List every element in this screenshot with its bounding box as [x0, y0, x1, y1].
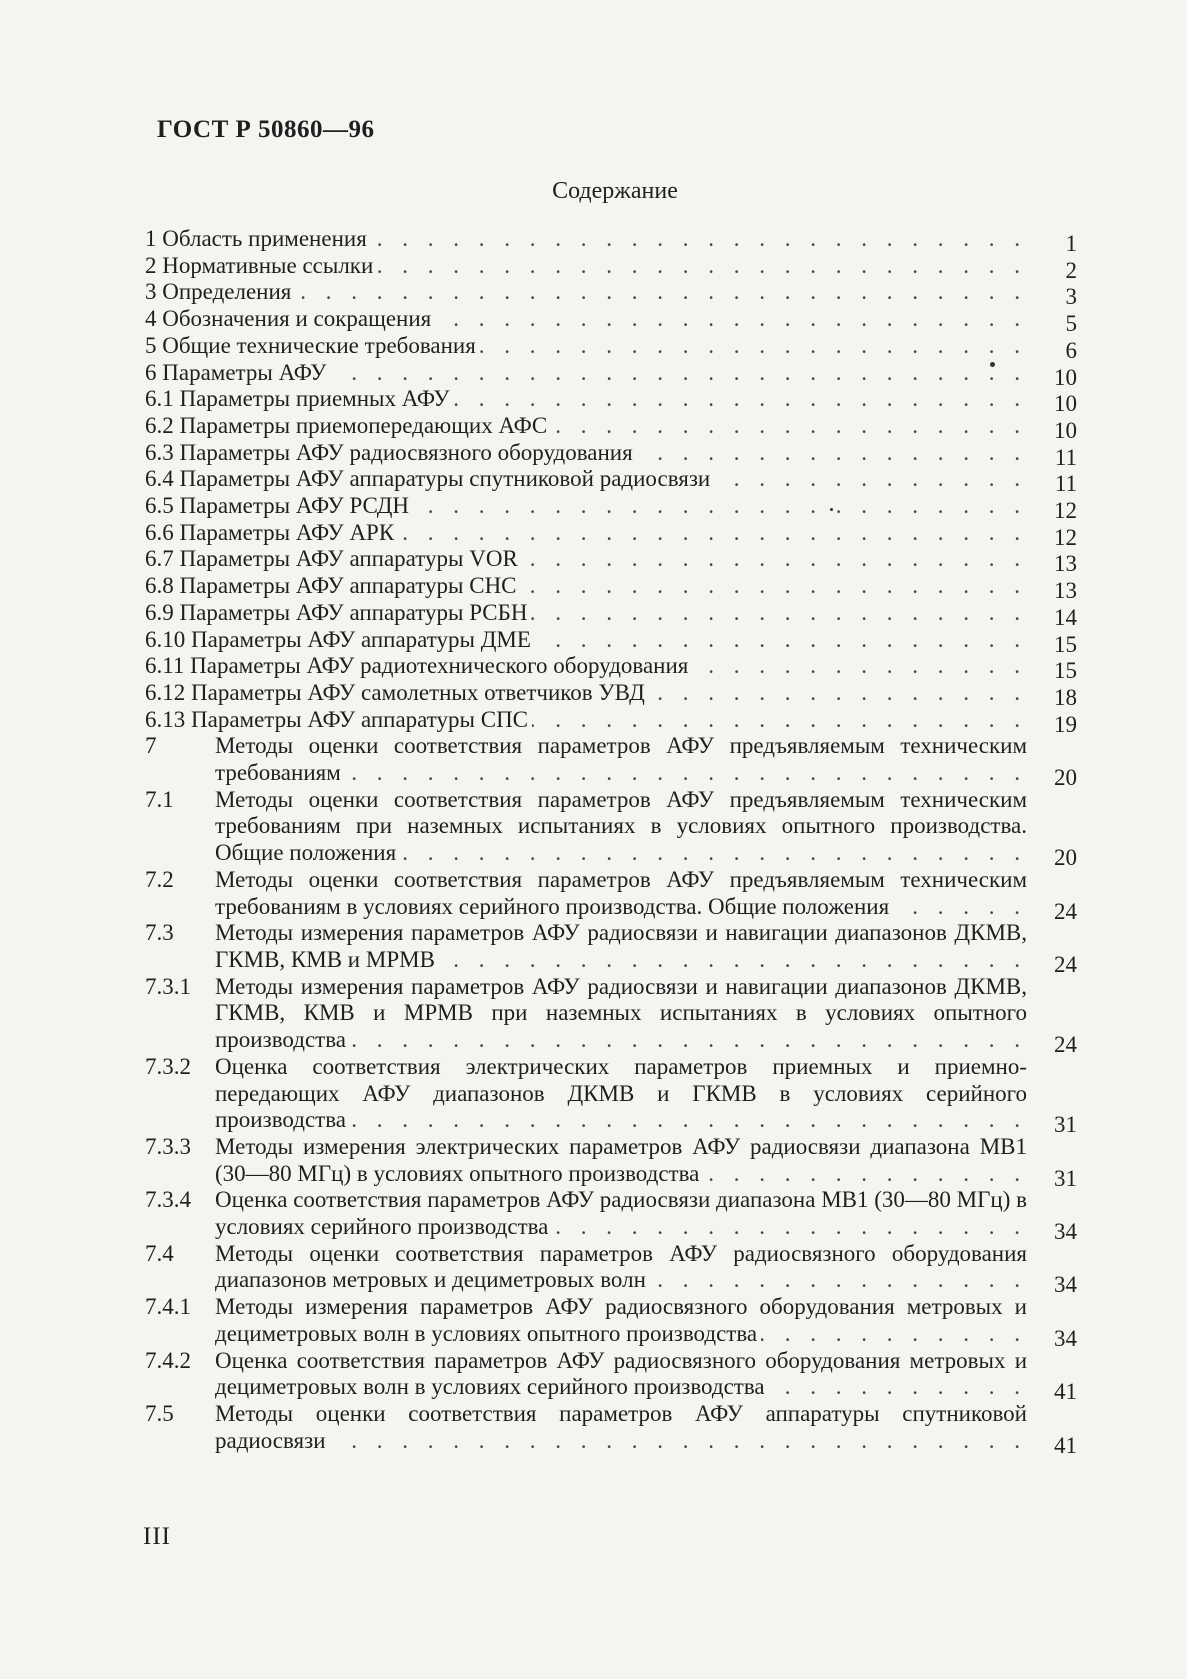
- toc-entry-leader: [145, 386, 1027, 413]
- toc-entry-body: [145, 466, 1027, 493]
- toc-entry-page: 10: [1054, 391, 1077, 417]
- toc-entry-leader: [145, 653, 1027, 680]
- toc-entry-leader: [145, 226, 1027, 253]
- toc-entry-page: 10: [1054, 417, 1077, 443]
- scan-speck: [830, 508, 833, 511]
- toc-entry-body: [215, 1134, 1027, 1187]
- toc-entry-leader: [215, 1294, 1027, 1347]
- toc-entry-title: 1 Область применения: [145, 226, 371, 251]
- toc-entry: [145, 1133, 1077, 1191]
- toc-entry: [145, 1294, 1077, 1351]
- toc-entry: [145, 279, 1077, 310]
- toc-entry-body: [215, 974, 1027, 1054]
- toc-entry-body: [145, 680, 1027, 707]
- toc-entry-body: [215, 867, 1027, 920]
- toc-entry-leader: [145, 333, 1027, 360]
- toc-entry-leader: [145, 520, 1027, 547]
- toc-entry-page: 18: [1054, 684, 1077, 710]
- toc-entry-page: 10: [1054, 364, 1077, 390]
- toc-entry-page: 34: [1054, 1272, 1077, 1298]
- toc-entry-leader: [215, 1348, 1027, 1401]
- toc-entry-leader: [215, 1401, 1027, 1454]
- toc-entry: [145, 546, 1077, 577]
- toc-entry-page: 34: [1054, 1219, 1077, 1245]
- toc-entry-body: [145, 573, 1027, 600]
- toc-entry: [145, 653, 1077, 684]
- toc-entry-page: 24: [1054, 951, 1077, 977]
- toc-entry-page: 24: [1054, 898, 1077, 924]
- toc-entry-body: [215, 733, 1027, 786]
- toc-entry: [145, 1347, 1077, 1405]
- toc-entry-page: 14: [1054, 604, 1077, 630]
- toc-entry: [145, 866, 1077, 924]
- toc-entry: [145, 306, 1077, 337]
- toc-entry-page: 13: [1054, 578, 1077, 604]
- toc-entry-leader: [215, 1054, 1027, 1134]
- toc-entry-page: 15: [1054, 631, 1077, 657]
- toc-entry-leader: [145, 546, 1027, 573]
- toc-entry: [145, 706, 1077, 737]
- toc-entry-page: 34: [1054, 1325, 1077, 1351]
- toc-entry-title: 6.5 Параметры АФУ РСДН: [145, 493, 413, 518]
- toc-entry-title: Оценка соответствия электрических параметров приемных и приемно-передающих АФУ диапазонов ДКМВ и ГКМВ в условиях серийного производства: [215, 1053, 1027, 1133]
- toc-entry: [145, 599, 1077, 630]
- page-number: III: [143, 1523, 171, 1550]
- toc-entry-leader: [215, 974, 1027, 1054]
- toc-entry-title: 6.1 Параметры приемных АФУ: [145, 386, 454, 411]
- toc-entry: [145, 733, 1077, 791]
- toc-entry-page: 41: [1054, 1432, 1077, 1458]
- toc-entry-body: [145, 360, 1027, 387]
- toc-entry-page: 19: [1054, 711, 1077, 737]
- toc-entry-body: [145, 279, 1027, 306]
- toc-entry-page: 20: [1054, 765, 1077, 791]
- toc-entry-body: [145, 333, 1027, 360]
- toc-entry: [145, 626, 1077, 657]
- toc-entry-leader: [215, 1187, 1027, 1240]
- toc-entry-body: [215, 1054, 1027, 1134]
- toc-entry-body: [215, 787, 1027, 867]
- table-of-contents: [145, 226, 1077, 1458]
- toc-entry-page: 12: [1054, 524, 1077, 550]
- toc-entry-title: Методы измерения параметров АФУ радиосвязи и навигации диапазонов ДКМВ, ГКМВ, КМВ и МРМВ: [215, 920, 1027, 972]
- toc-entry: [145, 493, 1077, 524]
- toc-entry-leader: [145, 600, 1027, 627]
- toc-entry: [145, 1187, 1077, 1245]
- toc-entry-body: [145, 306, 1027, 333]
- toc-entry-leader: [145, 493, 1027, 520]
- toc-entry-number: 7.3: [145, 920, 174, 946]
- toc-entry-page: 3: [1065, 284, 1077, 310]
- toc-entry-page: 13: [1054, 551, 1077, 577]
- toc-entry-body: [145, 627, 1027, 654]
- toc-entry-leader: [215, 1241, 1027, 1294]
- toc-entry-number: 7.3.4: [145, 1187, 191, 1213]
- toc-entry-body: [145, 707, 1027, 734]
- standard-designation: ГОСТ Р 50860—96: [157, 116, 375, 143]
- toc-entry-leader: [215, 1134, 1027, 1187]
- toc-entry-title: 6.9 Параметры АФУ аппаратуры РСБН: [145, 600, 531, 625]
- toc-entry-title: 4 Обозначения и сокращения: [145, 306, 435, 331]
- toc-entry: [145, 412, 1077, 443]
- toc-entry-body: [145, 226, 1027, 253]
- toc-entry-title: Методы оценки соответствия параметров АФУ радиосвязного оборудования диапазонов метровых и дециметровых волн: [215, 1240, 1027, 1293]
- toc-entry-number: 7.4.2: [145, 1347, 191, 1373]
- toc-entry-page: 11: [1054, 444, 1077, 470]
- toc-entry: [145, 573, 1077, 604]
- toc-entry-page: 12: [1054, 498, 1077, 524]
- toc-entry-title: 6.2 Параметры приемопередающих АФС: [145, 413, 551, 438]
- toc-entry: [145, 439, 1077, 470]
- toc-entry-title: 6.4 Параметры АФУ аппаратуры спутниковой радиосвязи: [145, 466, 714, 491]
- toc-entry-body: [145, 386, 1027, 413]
- toc-entry-body: [145, 546, 1027, 573]
- toc-entry-title: 6.6 Параметры АФУ АРК: [145, 520, 398, 545]
- toc-entry-leader: [145, 360, 1027, 387]
- toc-entry-number: 7.3.1: [145, 973, 191, 999]
- toc-entry-body: [145, 253, 1027, 280]
- toc-entry-leader: [145, 413, 1027, 440]
- toc-entry-title: 6.3 Параметры АФУ радиосвязного оборудования: [145, 440, 637, 465]
- toc-entry-leader: [145, 279, 1027, 306]
- toc-entry-title: Методы измерения электрических параметров АФУ радиосвязи диапазона МВ1 (30—80 МГц) в условиях опытного производства: [215, 1133, 1027, 1186]
- toc-entry-title: 6.12 Параметры АФУ самолетных ответчиков УВД: [145, 680, 649, 705]
- toc-entry-title: Методы измерения параметров АФУ радиосвязи и навигации диапазонов ДКМВ, ГКМВ, КМВ и МРМВ при наземных испытаниях в условиях опытного производства: [215, 973, 1027, 1053]
- toc-entry-body: [215, 920, 1027, 973]
- toc-entry-body: [145, 653, 1027, 680]
- toc-entry-leader: [215, 787, 1027, 867]
- toc-entry-body: [215, 1241, 1027, 1294]
- toc-entry-leader: [145, 466, 1027, 493]
- toc-entry-number: 7.3.3: [145, 1133, 191, 1159]
- toc-entry-title: Методы оценки соответствия параметров АФУ предъявляемым техническим требованиям при наземных испытаниях в условиях опытного производства. Общие положения: [215, 786, 1027, 866]
- toc-entry: [145, 519, 1077, 550]
- toc-entry-title: Методы оценки соответствия параметров АФУ аппаратуры спутниковой радиосвязи: [215, 1400, 1027, 1453]
- toc-entry: [145, 679, 1077, 710]
- toc-entry-title: Оценка соответствия параметров АФУ радиосвязного оборудования метровых и дециметровых волн в условиях серийного производства: [215, 1347, 1027, 1400]
- toc-entry-title: 6.13 Параметры АФУ аппаратуры СПС: [145, 707, 532, 732]
- scan-speck: [990, 362, 995, 367]
- toc-entry: [145, 1053, 1077, 1138]
- toc-entry-leader: [145, 253, 1027, 280]
- toc-entry-title: Методы оценки соответствия параметров АФУ предъявляемым техническим требованиям: [215, 733, 1027, 786]
- toc-entry: [145, 786, 1077, 871]
- toc-entry-body: [215, 1187, 1027, 1240]
- toc-entry: [145, 226, 1077, 256]
- toc-entry-title: Оценка соответствия параметров АФУ радиосвязи диапазона МВ1 (30—80 МГц) в условиях серийного производства: [215, 1187, 1027, 1240]
- toc-entry: [145, 386, 1077, 417]
- toc-entry-page: 41: [1054, 1379, 1077, 1405]
- toc-entry-body: [215, 1401, 1027, 1454]
- toc-entry-body: [145, 440, 1027, 467]
- toc-entry: [145, 332, 1077, 363]
- toc-entry-number: 7.1: [145, 786, 174, 812]
- toc-entry-body: [145, 493, 1027, 520]
- toc-entry-body: [215, 1294, 1027, 1347]
- toc-entry-leader: [145, 707, 1027, 734]
- toc-entry-page: 24: [1054, 1032, 1077, 1058]
- toc-entry-body: [145, 600, 1027, 627]
- toc-entry-number: 7.2: [145, 866, 174, 892]
- toc-entry-page: 20: [1054, 845, 1077, 871]
- toc-entry-title: 5 Общие технические требования: [145, 333, 480, 358]
- toc-entry-leader: [145, 680, 1027, 707]
- toc-entry-page: 5: [1065, 311, 1077, 337]
- toc-entry-title: 6.11 Параметры АФУ радиотехнического оборудования: [145, 653, 692, 678]
- toc-entry-page: 1: [1065, 231, 1077, 256]
- toc-entry-body: [145, 520, 1027, 547]
- toc-entry-leader: [145, 573, 1027, 600]
- toc-entry-title: 3 Определения: [145, 279, 295, 304]
- toc-entry: [145, 359, 1077, 390]
- toc-entry: [145, 252, 1077, 283]
- toc-entry-number: 7.4.1: [145, 1294, 191, 1320]
- toc-entry-leader: [145, 306, 1027, 333]
- toc-entry-title: 6.8 Параметры АФУ аппаратуры СНС: [145, 573, 521, 598]
- toc-entry: [145, 920, 1077, 977]
- toc-entry-leader: [215, 733, 1027, 786]
- toc-entry-page: 11: [1054, 471, 1077, 497]
- toc-entry: [145, 466, 1077, 497]
- toc-entry-body: [215, 1348, 1027, 1401]
- toc-entry-number: 7: [145, 733, 157, 759]
- toc-entry-page: 6: [1065, 337, 1077, 363]
- toc-entry-title: Методы измерения параметров АФУ радиосвязного оборудования метровых и дециметровых волн в условиях опытного производства: [215, 1294, 1027, 1346]
- toc-entry-leader: [145, 627, 1027, 654]
- toc-heading: Содержание: [552, 178, 678, 204]
- toc-entry-page: 2: [1065, 257, 1077, 283]
- toc-entry-title: Методы оценки соответствия параметров АФУ предъявляемым техническим требованиям в условиях серийного производства. Общие положения: [215, 866, 1027, 919]
- toc-entry-page: 31: [1054, 1165, 1077, 1191]
- toc-entry-body: [145, 413, 1027, 440]
- toc-entry-title: 6 Параметры АФУ: [145, 360, 330, 385]
- toc-entry-page: 31: [1054, 1112, 1077, 1138]
- toc-entry-title: 2 Нормативные ссылки: [145, 253, 377, 278]
- toc-entry: [145, 973, 1077, 1058]
- toc-entry-title: 6.7 Параметры АФУ аппаратуры VOR: [145, 546, 522, 571]
- toc-entry-leader: [215, 867, 1027, 920]
- toc-entry: [145, 1240, 1077, 1298]
- toc-entry-number: 7.5: [145, 1400, 174, 1426]
- toc-entry-page: 15: [1054, 658, 1077, 684]
- toc-entry-leader: [215, 920, 1027, 973]
- toc-entry-number: 7.4: [145, 1240, 174, 1266]
- toc-entry: [145, 1400, 1077, 1458]
- toc-entry-leader: [145, 440, 1027, 467]
- toc-entry-title: 6.10 Параметры АФУ аппаратуры ДМЕ: [145, 627, 535, 652]
- toc-entry-number: 7.3.2: [145, 1053, 191, 1079]
